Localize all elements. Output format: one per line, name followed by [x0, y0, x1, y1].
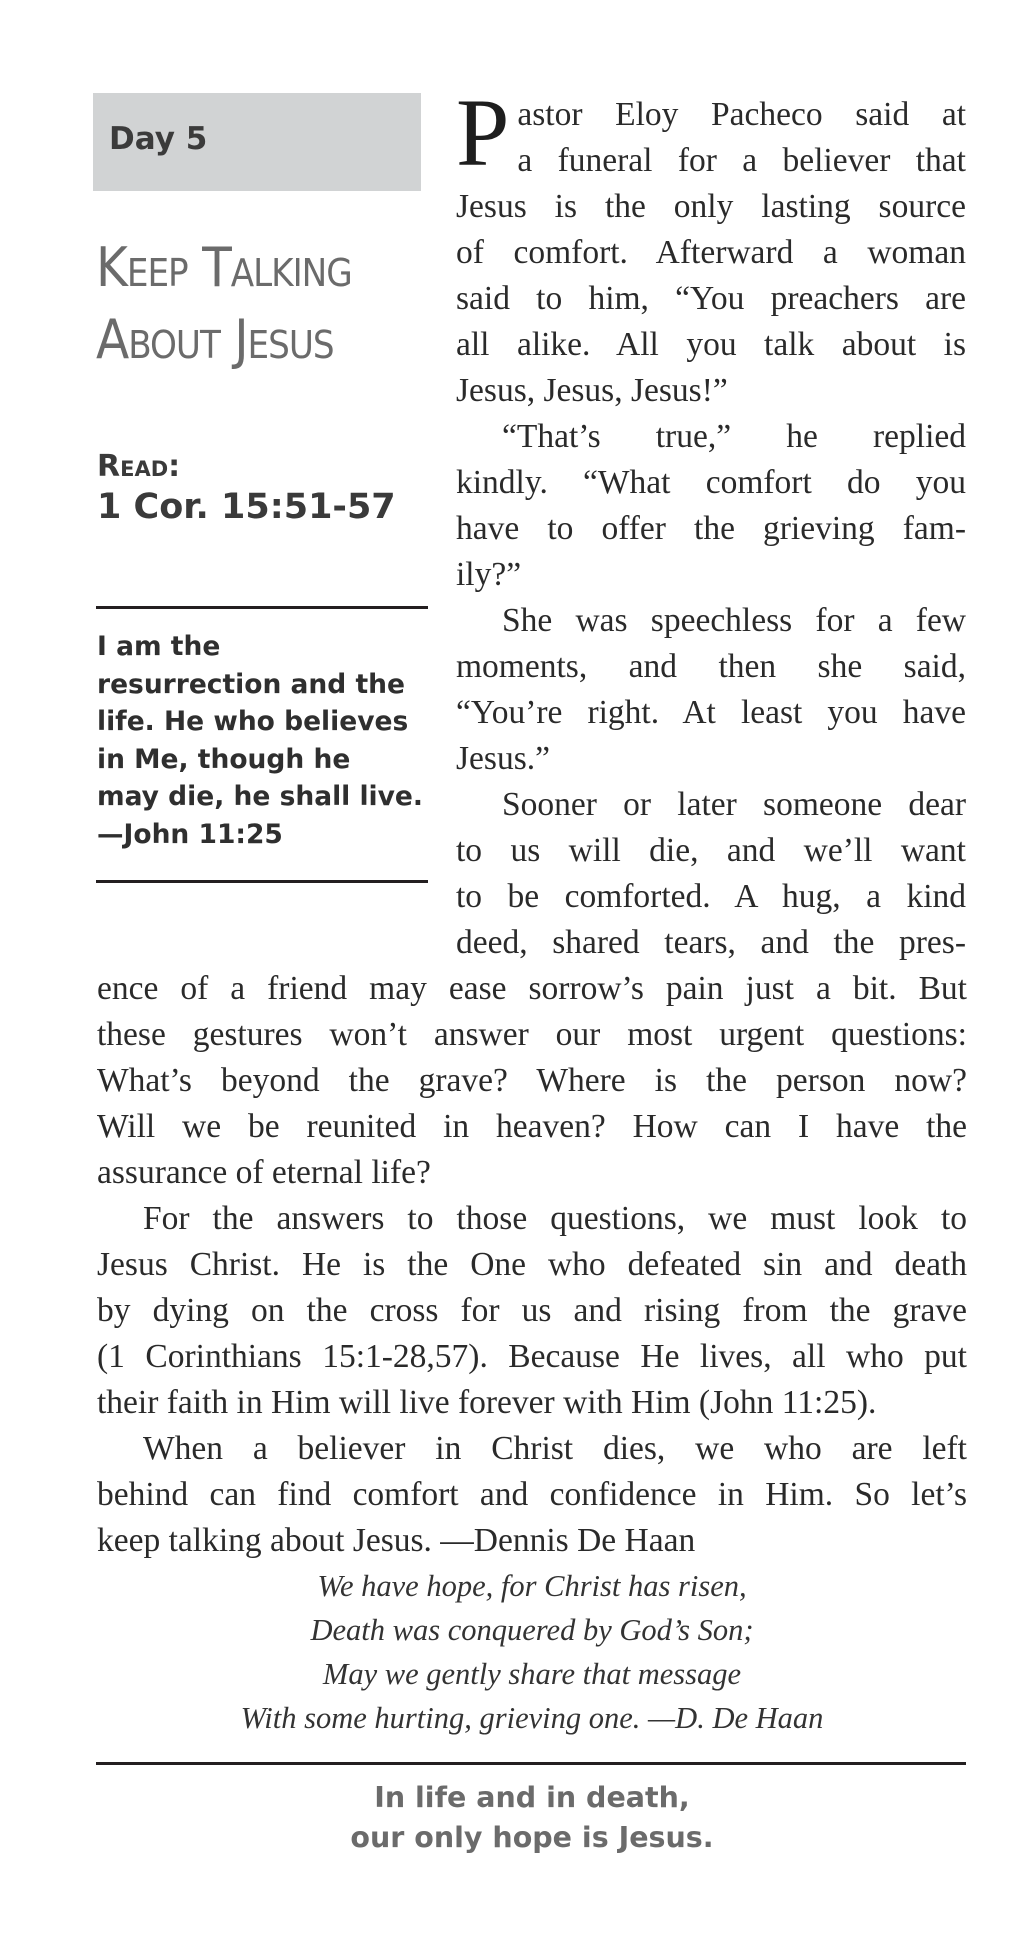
read-label: Read: — [97, 449, 181, 484]
text-line: behind can find comfort and confidence in Him. So let’s — [97, 1476, 967, 1513]
closing-motto — [97, 1778, 967, 1858]
text-line: Sooner or later someone dear — [502, 786, 966, 823]
text-line: Jesus, Jesus, Jesus!” — [456, 372, 728, 409]
text-line: to us will die, and we’ll want — [456, 832, 966, 869]
drop-cap: P — [456, 79, 510, 186]
text-line: Jesus.” — [456, 740, 550, 777]
text-line: “That’s true,” he replied — [502, 418, 966, 455]
text-line: keep talking about Jesus. —Dennis De Haan — [97, 1522, 696, 1559]
page-title — [96, 232, 426, 376]
text-line: moments, and then she said, — [456, 648, 966, 685]
divider — [96, 880, 428, 883]
text-line: deed, shared tears, and the pres- — [456, 924, 966, 961]
text-line: said to him, “You preachers are — [456, 280, 966, 317]
verse-line: I am the — [97, 631, 221, 662]
verse-line: may die, he shall live. — [97, 781, 423, 812]
text-line: (1 Corinthians 15:1-28,57). Because He lives, all who put — [97, 1338, 967, 1375]
article-full-width — [97, 966, 967, 1564]
poem — [97, 1564, 967, 1740]
reading-reference — [97, 448, 396, 528]
motto-line: our only hope is Jesus. — [350, 1821, 714, 1854]
text-line: ence of a friend may ease sorrow’s pain just a bit. But — [97, 970, 967, 1007]
text-line: Will we be reunited in heaven? How can I have the — [97, 1108, 967, 1145]
text-line: Jesus Christ. He is the One who defeated sin and death — [97, 1246, 967, 1283]
text-line: these gestures won’t answer our most urgent questions: — [97, 1016, 967, 1053]
verse-line: in Me, though he — [97, 743, 351, 775]
text-line: She was speechless for a few — [502, 602, 966, 639]
text-line: by dying on the cross for us and rising from the grave — [97, 1292, 967, 1329]
poem-line: With some hurting, grieving one. —D. De Haan — [240, 1701, 824, 1735]
text-line: a funeral for a believer that — [517, 142, 966, 179]
text-line: What’s beyond the grave? Where is the person now? — [97, 1062, 967, 1099]
day-box — [93, 93, 421, 191]
text-line: to be comforted. A hug, a kind — [456, 878, 966, 915]
day-label: Day 5 — [109, 121, 208, 157]
article-column — [456, 79, 966, 966]
verse-line: life. He who believes — [97, 706, 409, 737]
text-line: “You’re right. At least you have — [456, 694, 966, 731]
poem-line: We have hope, for Christ has risen, — [317, 1569, 747, 1603]
read-ref: 1 Cor. 15:51-57 — [97, 487, 396, 527]
text-line: of comfort. Afterward a woman — [456, 234, 966, 271]
verse-line: —John 11:25 — [97, 818, 283, 850]
text-line: Jesus is the only lasting source — [456, 188, 966, 225]
text-line: have to offer the grieving fam- — [456, 510, 966, 547]
key-verse — [97, 628, 442, 853]
verse-line: resurrection and the — [97, 668, 405, 700]
title-line: Keep Talking — [96, 236, 352, 299]
text-line: assurance of eternal life? — [97, 1154, 431, 1191]
opening-lines — [456, 79, 966, 186]
poem-line: May we gently share that message — [322, 1657, 742, 1691]
text-line: When a believer in Christ dies, we who are left — [143, 1430, 967, 1467]
motto-line: In life and in death, — [374, 1781, 690, 1814]
text-line: ily?” — [456, 556, 522, 593]
divider — [96, 606, 428, 609]
text-line: their faith in Him will live forever with Him (John 11:25). — [97, 1384, 877, 1421]
divider — [96, 1762, 966, 1765]
text-line: kindly. “What comfort do you — [456, 464, 966, 501]
poem-line: Death was conquered by God’s Son; — [310, 1613, 754, 1647]
text-line: For the answers to those questions, we must look to — [143, 1200, 967, 1237]
text-line: astor Eloy Pacheco said at — [517, 96, 966, 133]
title-line: About Jesus — [96, 308, 334, 371]
text-line: all alike. All you talk about is — [456, 326, 966, 363]
